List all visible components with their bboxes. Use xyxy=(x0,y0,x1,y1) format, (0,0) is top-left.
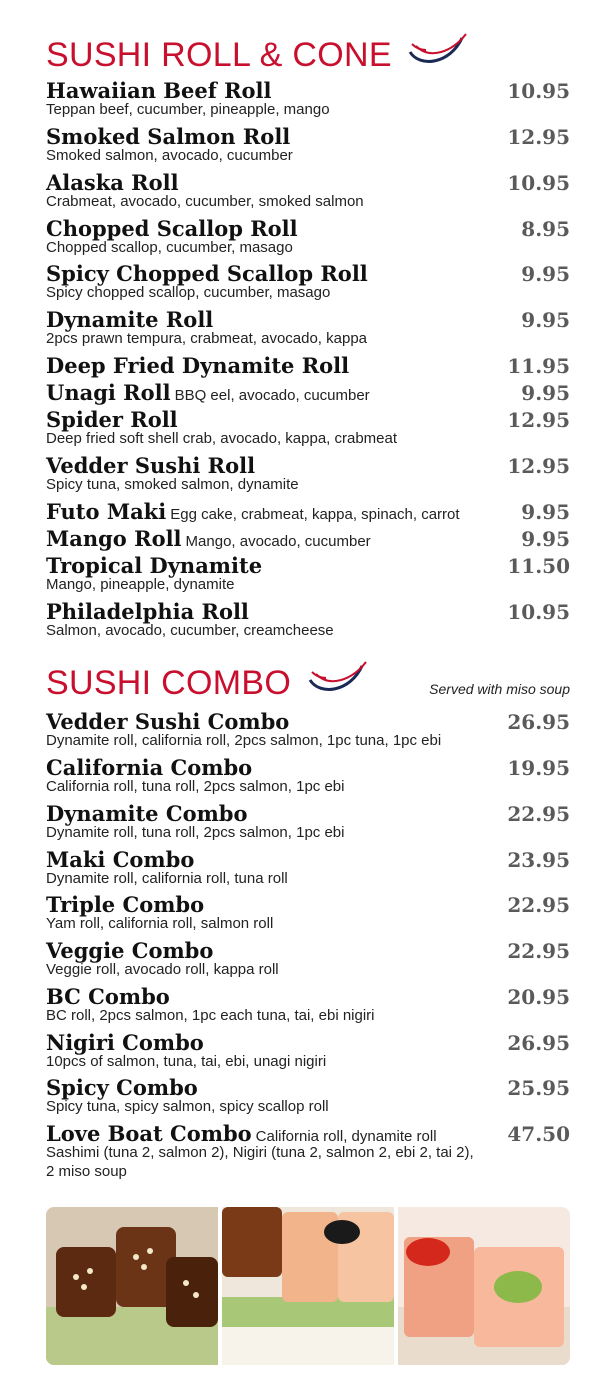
item-price: 8.95 xyxy=(521,217,570,241)
item-price: 9.95 xyxy=(521,527,570,551)
item-price: 26.95 xyxy=(507,710,570,734)
item-description: Smoked salmon, avocado, cucumber xyxy=(46,147,293,164)
item-price: 25.95 xyxy=(507,1076,570,1100)
item-price: 11.95 xyxy=(507,354,570,378)
item-name: Spicy Combo xyxy=(46,1075,198,1100)
menu-item xyxy=(46,217,570,257)
section-title-sushi-roll-cone: SUSHI ROLL & CONE xyxy=(46,36,392,74)
item-name: Vedder Sushi Roll xyxy=(46,453,256,478)
menu-item xyxy=(46,1122,570,1181)
item-description: Teppan beef, cucumber, pineapple, mango xyxy=(46,101,330,118)
menu-item xyxy=(46,710,570,750)
item-name: Unagi Roll xyxy=(46,380,171,405)
item-description: Chopped scallop, cucumber, masago xyxy=(46,239,293,256)
item-description: Dynamite roll, california roll, tuna roll xyxy=(46,870,288,887)
item-name: Tropical Dynamite xyxy=(46,553,263,578)
item-price: 10.95 xyxy=(507,171,570,195)
item-name: Dynamite Combo xyxy=(46,801,248,826)
sushi-photo-strip xyxy=(46,1207,570,1365)
menu-item xyxy=(46,1076,570,1116)
item-price: 9.95 xyxy=(521,500,570,524)
menu-item xyxy=(46,262,570,302)
item-name: Triple Combo xyxy=(46,892,205,917)
item-price: 9.95 xyxy=(521,262,570,286)
item-description: Mango, avocado, cucumber xyxy=(185,533,371,550)
item-description: Mango, pineapple, dynamite xyxy=(46,576,235,593)
item-price: 22.95 xyxy=(507,939,570,963)
item-price: 9.95 xyxy=(521,381,570,405)
menu-item xyxy=(46,985,570,1025)
item-description: Spicy tuna, spicy salmon, spicy scallop roll xyxy=(46,1098,329,1115)
item-description: Dynamite roll, tuna roll, 2pcs salmon, 1pc ebi xyxy=(46,824,345,841)
chopsticks-swoosh-icon xyxy=(406,30,470,70)
item-description: California roll, tuna roll, 2pcs salmon, 1pc ebi xyxy=(46,778,345,795)
item-name: BC Combo xyxy=(46,984,170,1009)
item-name: Maki Combo xyxy=(46,847,195,872)
menu-item xyxy=(46,802,570,842)
item-price: 47.50 xyxy=(507,1122,570,1146)
item-description: 2pcs prawn tempura, crabmeat, avocado, kappa xyxy=(46,330,368,347)
item-name: Alaska Roll xyxy=(46,170,179,195)
menu-item xyxy=(46,848,570,888)
menu-item xyxy=(46,354,570,378)
item-name: Spider Roll xyxy=(46,407,178,432)
item-price: 12.95 xyxy=(507,125,570,149)
section-title-sushi-combo: SUSHI COMBO xyxy=(46,664,292,702)
item-description: Egg cake, crabmeat, kappa, spinach, carrot xyxy=(170,506,460,523)
menu-item xyxy=(46,1031,570,1071)
item-name: Mango Roll xyxy=(46,526,182,551)
item-name: Smoked Salmon Roll xyxy=(46,124,291,149)
item-name: Spicy Chopped Scallop Roll xyxy=(46,261,368,286)
item-description: Spicy tuna, smoked salmon, dynamite xyxy=(46,476,299,493)
item-description: California roll, dynamite roll xyxy=(255,1128,437,1145)
item-name: Vedder Sushi Combo xyxy=(46,709,290,734)
item-price: 12.95 xyxy=(507,408,570,432)
item-description: Spicy chopped scallop, cucumber, masago xyxy=(46,284,331,301)
menu-item xyxy=(46,454,570,494)
item-description: Veggie roll, avocado roll, kappa roll xyxy=(46,961,279,978)
item-name: Nigiri Combo xyxy=(46,1030,204,1055)
item-name: Futo Maki xyxy=(46,499,167,524)
item-description: Dynamite roll, california roll, 2pcs salmon, 1pc tuna, 1pc ebi xyxy=(46,732,442,749)
menu-item xyxy=(46,939,570,979)
sushi-photo-unagi xyxy=(46,1207,218,1365)
served-with-note: Served with miso soup xyxy=(429,681,570,697)
item-name: Chopped Scallop Roll xyxy=(46,216,298,241)
item-price: 9.95 xyxy=(521,308,570,332)
menu-item xyxy=(46,554,570,594)
item-price: 12.95 xyxy=(507,454,570,478)
menu-item xyxy=(46,408,570,448)
item-name: Dynamite Roll xyxy=(46,307,214,332)
chopsticks-swoosh-icon xyxy=(306,658,370,698)
item-price: 10.95 xyxy=(507,600,570,624)
menu-item xyxy=(46,381,570,405)
item-name: Love Boat Combo xyxy=(46,1121,252,1146)
item-price: 26.95 xyxy=(507,1031,570,1055)
item-description: Yam roll, california roll, salmon roll xyxy=(46,915,274,932)
item-price: 20.95 xyxy=(507,985,570,1009)
menu-item xyxy=(46,600,570,640)
item-description: 2 miso soup xyxy=(46,1163,127,1180)
menu-item xyxy=(46,308,570,348)
item-description: Sashimi (tuna 2, salmon 2), Nigiri (tuna 2, salmon 2, ebi 2, tai 2), xyxy=(46,1144,474,1161)
item-description: 10pcs of salmon, tuna, tai, ebi, unagi nigiri xyxy=(46,1053,327,1070)
menu-item xyxy=(46,527,570,551)
item-description: BC roll, 2pcs salmon, 1pc each tuna, tai, ebi nigiri xyxy=(46,1007,375,1024)
item-description: BBQ eel, avocado, cucumber xyxy=(174,387,370,404)
sushi-photo-rainbow xyxy=(398,1207,570,1365)
sushi-photo-dynamite xyxy=(222,1207,394,1365)
item-description: Deep fried soft shell crab, avocado, kappa, crabmeat xyxy=(46,430,398,447)
item-name: Philadelphia Roll xyxy=(46,599,249,624)
item-price: 11.50 xyxy=(507,554,570,578)
menu-item xyxy=(46,125,570,165)
menu-item xyxy=(46,500,570,524)
item-price: 23.95 xyxy=(507,848,570,872)
item-name: Hawaiian Beef Roll xyxy=(46,78,272,103)
item-price: 22.95 xyxy=(507,893,570,917)
item-price: 19.95 xyxy=(507,756,570,780)
item-description: Salmon, avocado, cucumber, creamcheese xyxy=(46,622,334,639)
menu-item xyxy=(46,79,570,119)
item-name: Veggie Combo xyxy=(46,938,214,963)
item-price: 10.95 xyxy=(507,79,570,103)
menu-item xyxy=(46,893,570,933)
menu-item xyxy=(46,756,570,796)
item-name: Deep Fried Dynamite Roll xyxy=(46,353,350,378)
item-description: Crabmeat, avocado, cucumber, smoked salmon xyxy=(46,193,364,210)
item-name: California Combo xyxy=(46,755,253,780)
item-price: 22.95 xyxy=(507,802,570,826)
menu-item xyxy=(46,171,570,211)
